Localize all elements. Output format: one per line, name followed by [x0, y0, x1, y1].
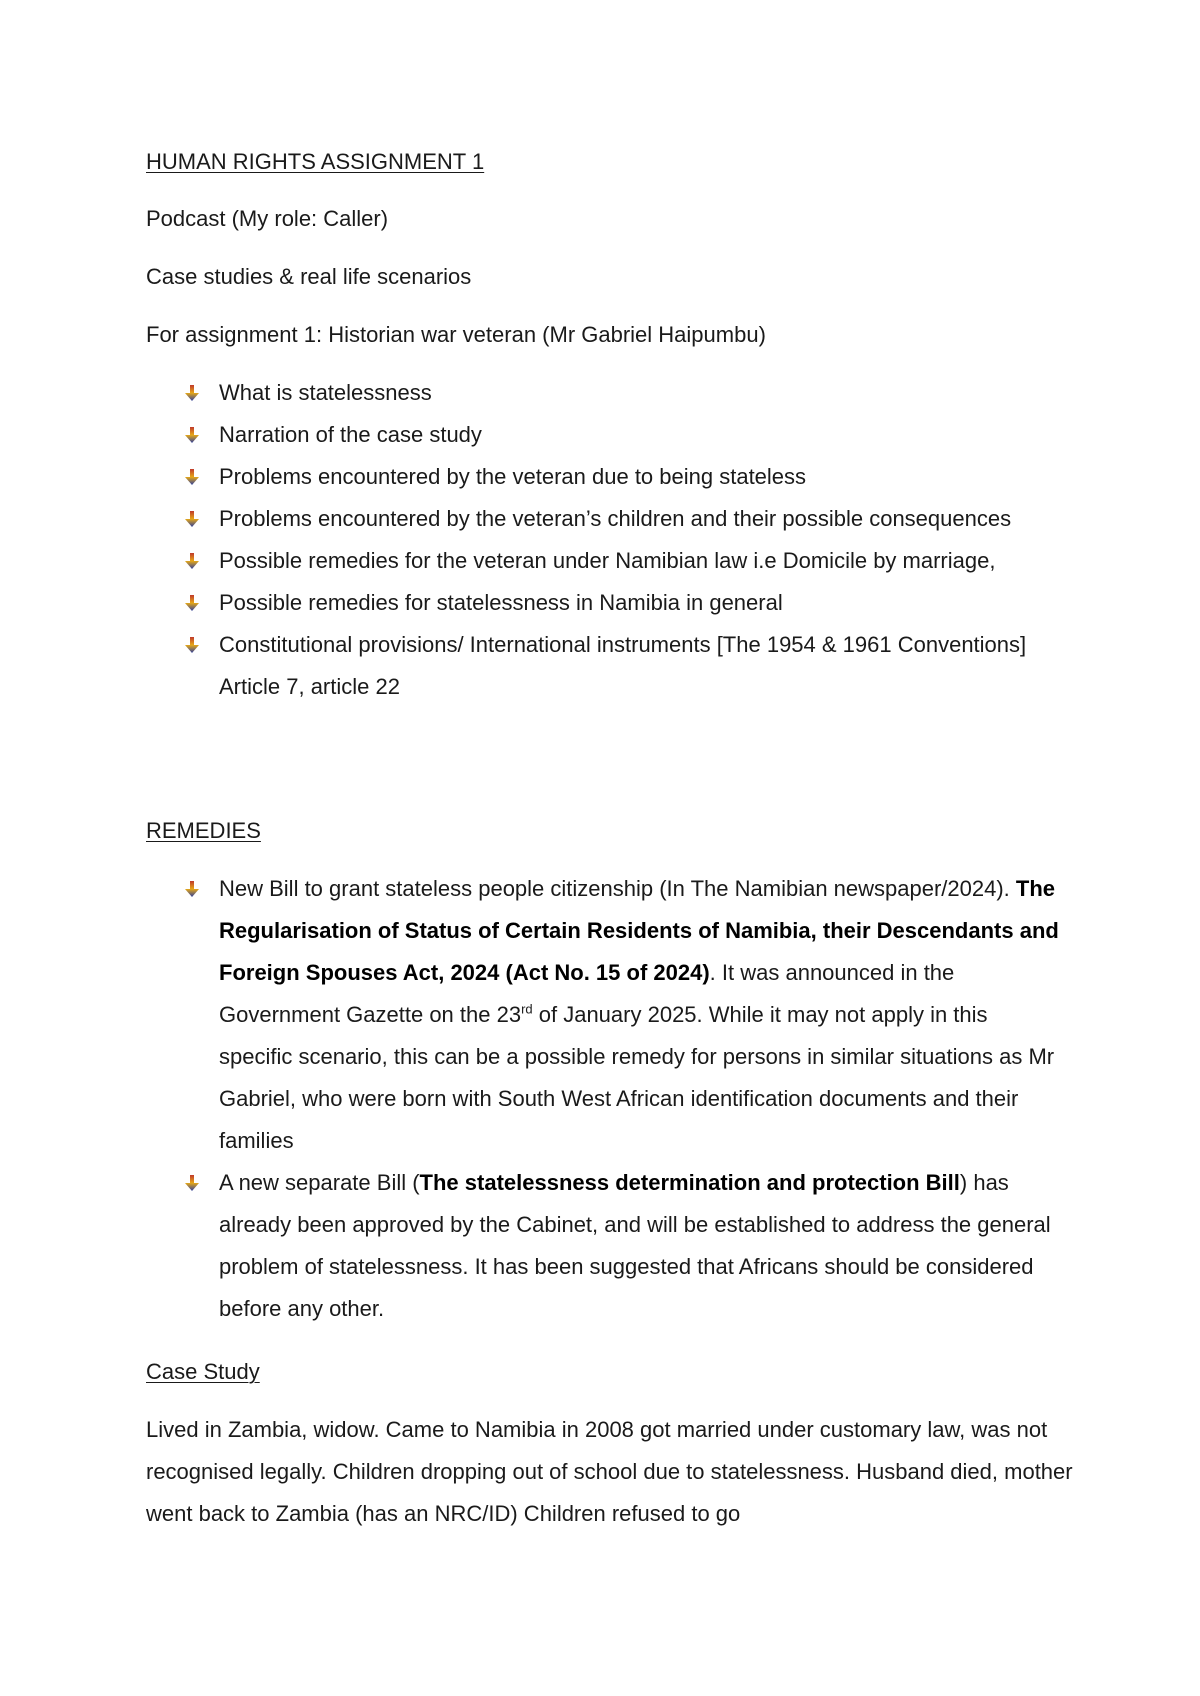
page-title: HUMAN RIGHTS ASSIGNMENT 1 [146, 149, 485, 174]
remedies-list [146, 868, 1066, 1330]
topics-list [146, 372, 1066, 708]
list-item: What is statelessness [146, 372, 1066, 414]
podcast-line: Podcast (My role: Caller) [146, 206, 389, 231]
case-studies-line: Case studies & real life scenarios [146, 264, 472, 289]
assignment-line: For assignment 1: Historian war veteran (Mr Gabriel Haipumbu) [146, 322, 766, 347]
list-item: Narration of the case study [146, 414, 1066, 456]
list-item: Possible remedies for the veteran under Namibian law i.e Domicile by marriage, [146, 540, 1066, 582]
case-study-heading: Case Study [146, 1359, 260, 1384]
list-item: Constitutional provisions/ International instruments [The 1954 & 1961 Conventions] Article 7, article 22 [146, 624, 1066, 708]
list-item: A new separate Bill (The statelessness determination and protection Bill) has already been approved by the Cabinet, and will be established to address the general problem of statelessness. It has been suggested that Africans should be considered before any other. [146, 1162, 1066, 1330]
arrow-bullet-icon [183, 636, 201, 654]
arrow-bullet-icon [183, 594, 201, 612]
case-study-paragraph: Lived in Zambia, widow. Came to Namibia in 2008 got married under customary law, was not recognised legally. Children dropping out of school due to statelessness. Husband died, mother went back to Zambia (has an NRC/ID) Children refused to go [146, 1417, 1073, 1526]
remedies-heading: REMEDIES [146, 818, 261, 843]
arrow-bullet-icon [183, 1174, 201, 1192]
list-item: Problems encountered by the veteran due to being stateless [146, 456, 1066, 498]
arrow-bullet-icon [183, 880, 201, 898]
arrow-bullet-icon [183, 426, 201, 444]
arrow-bullet-icon [183, 468, 201, 486]
list-item: New Bill to grant stateless people citizenship (In The Namibian newspaper/2024). The Regularisation of Status of Certain Residents of Namibia, their Descendants and Foreign Spouses Act, 2024 (Act No. 15 of 2024). It was announced in the Government Gazette on the 23rd of January 2025. While it may not apply in this specific scenario, this can be a possible remedy for persons in similar situations as Mr Gabriel, who were born with South West African identification documents and their families [146, 868, 1066, 1162]
list-item: Possible remedies for statelessness in Namibia in general [146, 582, 1066, 624]
act-title: The Regularisation of Status of Certain Residents of Namibia, their Descendants and Foreign Spouses Act, 2024 (Act No. 15 of 2024) [219, 876, 1059, 985]
arrow-bullet-icon [183, 384, 201, 402]
bill-title: The statelessness determination and protection Bill [419, 1170, 960, 1195]
list-item: Problems encountered by the veteran’s children and their possible consequences [146, 498, 1066, 540]
arrow-bullet-icon [183, 510, 201, 528]
arrow-bullet-icon [183, 552, 201, 570]
